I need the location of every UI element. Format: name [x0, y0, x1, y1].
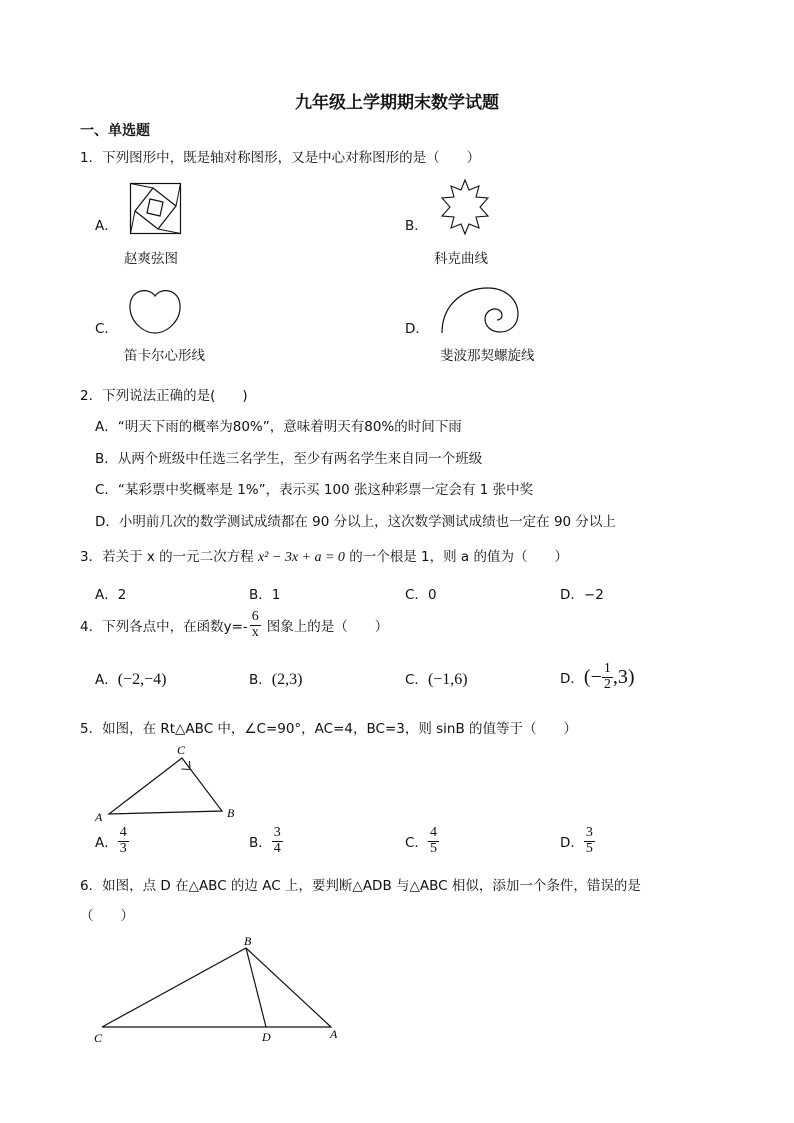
q3-stem-before: 3．若关于 x 的一元二次方程	[80, 549, 254, 565]
q2-option-c[interactable]: C．“某彩票中奖概率是 1%”，表示买 100 张这种彩票一定会有 1 张中奖	[95, 482, 534, 498]
koch-snowflake-icon	[436, 178, 494, 236]
vertex-label-c: C	[94, 1031, 103, 1045]
q3-option-b[interactable]: B．1	[249, 587, 281, 603]
q4-stem-after: 图象上的是（ ）	[266, 619, 389, 636]
q4-option-c[interactable]: C．(−1,6)	[405, 671, 468, 688]
q5-option-c[interactable]: C． $\frac{4}{5}$	[405, 825, 437, 856]
q5-option-a[interactable]: A． $\frac{4}{3}$	[95, 825, 127, 856]
q4-option-b[interactable]: B．(2,3)	[249, 671, 303, 688]
q5-option-b[interactable]: B． $\frac{3}{4}$	[249, 825, 281, 856]
q3-option-c[interactable]: C．0	[405, 587, 437, 603]
q1-option-c-caption: 笛卡尔心形线	[124, 348, 205, 364]
q1-option-d-letter[interactable]: D．	[405, 321, 429, 337]
fibonacci-spiral-icon	[440, 286, 520, 334]
cardioid-icon	[127, 287, 183, 335]
q3-stem	[80, 545, 568, 566]
q3-equation: x² − 3x + a = 0	[257, 550, 345, 565]
q1-option-b-caption: 科克曲线	[434, 251, 488, 267]
q5-triangle-figure	[95, 743, 245, 825]
q1-option-a-caption: 赵爽弦图	[124, 251, 178, 267]
q1-option-d-caption: 斐波那契螺旋线	[440, 348, 535, 364]
q1-option-c-letter[interactable]: C．	[95, 321, 118, 337]
q6-stem: 6．如图，点 D 在△ABC 的边 AC 上，要判断△ADB 与△ABC 相似，添加一个条件，错误的是	[80, 878, 641, 894]
q2-stem: 2．下列说法正确的是( )	[80, 388, 248, 404]
q3-stem-after: 的一个根是 1，则 a 的值为（ ）	[349, 549, 568, 565]
vertex-label-c: C	[177, 743, 186, 757]
q1-option-b-letter[interactable]: B．	[405, 218, 428, 234]
vertex-label-a: A	[95, 810, 103, 824]
vertex-label-d: D	[262, 1030, 271, 1044]
q2-option-a[interactable]: A．“明天下雨的概率为80%”，意味着明天有80%的时间下雨	[95, 419, 462, 435]
vertex-label-b: B	[227, 806, 235, 820]
vertex-label-b: B	[244, 934, 252, 948]
q4-option-d[interactable]: D． (− $\frac{1}{2}$ ,3)	[560, 661, 635, 692]
q5-stem: 5．如图，在 Rt△ABC 中，∠C=90°，AC=4，BC=3，则 sinB 的值等于（ ）	[80, 721, 578, 737]
q4-fraction: $\frac{6}{x}$	[251, 609, 259, 640]
q6-stem-cont: （ ）	[80, 908, 134, 924]
q4-stem-before: 4．下列各点中，在函数y=-	[80, 619, 248, 636]
q1-stem: 1．下列图形中，既是轴对称图形，又是中心对称图形的是（ ）	[80, 150, 481, 166]
q2-option-d[interactable]: D．小明前几次的数学测试成绩都在 90 分以上，这次数学测试成绩也一定在 90 分以上	[95, 514, 616, 530]
q3-option-d[interactable]: D．−2	[560, 587, 604, 603]
q2-option-b[interactable]: B．从两个班级中任选三名学生，至少有两名学生来自同一个班级	[95, 451, 483, 467]
section-heading: 一、单选题	[80, 123, 150, 139]
zhao-shuang-diagram-icon	[130, 183, 182, 235]
q5-option-d[interactable]: D． $\frac{3}{5}$	[560, 825, 593, 856]
q1-option-a-letter[interactable]: A．	[95, 218, 118, 234]
q4-option-a[interactable]: A．(−2,−4)	[95, 671, 167, 688]
q3-option-a[interactable]: A．2	[95, 587, 127, 603]
page-title: 九年级上学期期末数学试题	[295, 93, 499, 113]
vertex-label-a: A	[330, 1027, 338, 1041]
q4-stem	[80, 610, 388, 640]
q6-triangle-figure	[90, 934, 350, 1046]
